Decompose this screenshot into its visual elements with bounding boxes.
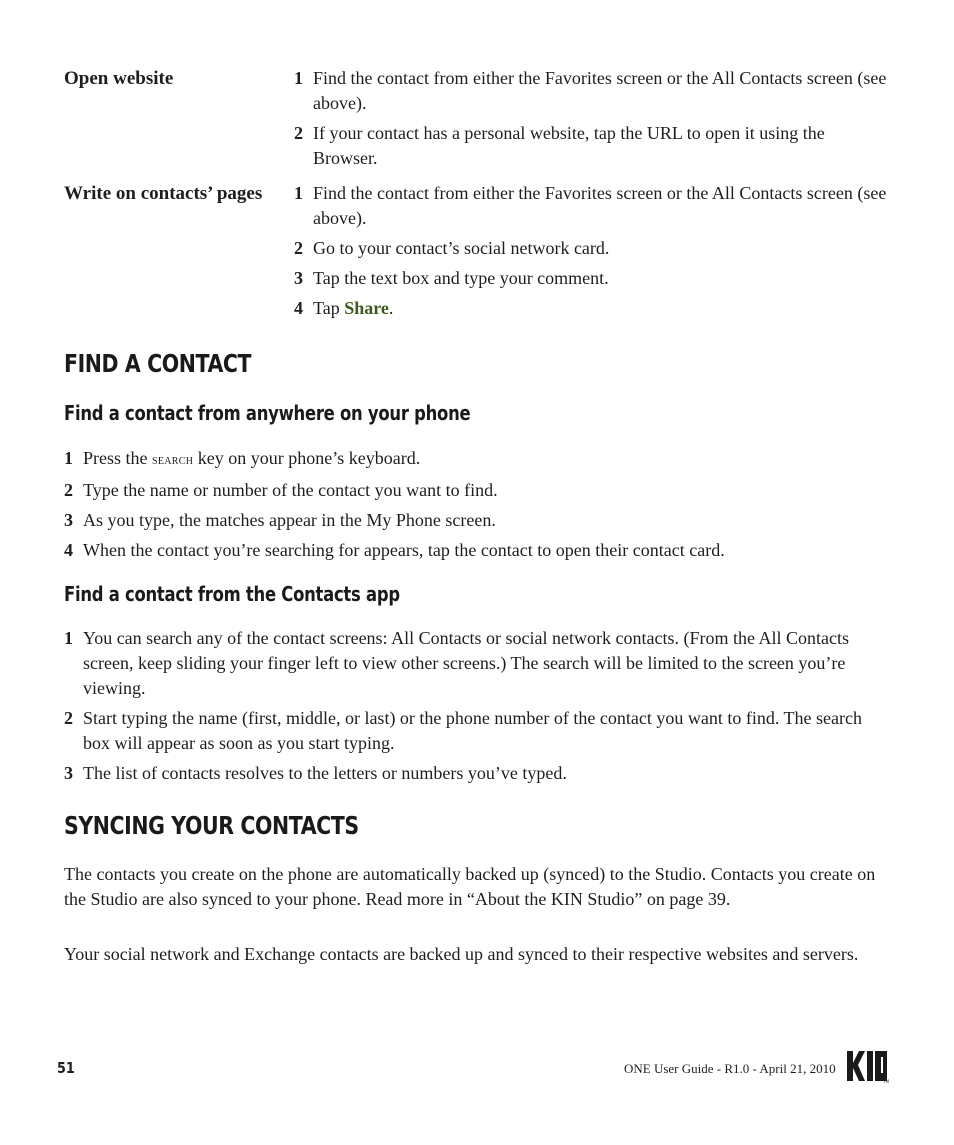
step-number: 4 — [294, 298, 303, 318]
step-item — [64, 758, 890, 788]
kin-logo — [846, 1048, 890, 1084]
task-label: Open website — [64, 68, 174, 89]
step-text: The list of contacts resolves to the letters or numbers you’ve typed. — [83, 763, 567, 783]
step-number: 3 — [64, 763, 73, 783]
task-row-write-on-pages — [64, 178, 890, 323]
step-number: 2 — [294, 123, 303, 143]
step-text: Find the contact from either the Favorites screen or the All Contacts screen (see above). — [313, 183, 887, 228]
share-term: Share — [344, 298, 389, 318]
step-item — [64, 475, 890, 505]
step-item — [294, 63, 890, 118]
step-item — [64, 505, 890, 535]
step-list-anywhere — [64, 443, 890, 565]
step-text-pre: Press the — [83, 448, 152, 468]
step-item — [64, 703, 890, 758]
step-item — [64, 535, 890, 565]
footer-guide-text: ONE User Guide - R1.0 - April 21, 2010 — [624, 1061, 836, 1076]
section-heading-find-contact: FIND A CONTACT — [64, 349, 252, 378]
step-number: 2 — [64, 708, 73, 728]
search-key-label: search — [152, 453, 194, 468]
step-item — [64, 443, 890, 475]
step-text: Go to your contact’s social network card. — [313, 238, 610, 258]
step-number: 3 — [64, 510, 73, 530]
step-item — [294, 233, 890, 263]
step-list — [294, 63, 890, 173]
step-text — [83, 446, 890, 473]
step-number: 1 — [64, 628, 73, 648]
step-number: 4 — [64, 540, 73, 560]
step-item — [294, 263, 890, 293]
syncing-paragraph-2: Your social network and Exchange contacts are backed up and synced to their respective websites and servers. — [64, 944, 859, 964]
step-text-post: . — [388, 298, 394, 318]
step-text: When the contact you’re searching for appears, tap the contact to open their contact card. — [83, 540, 725, 560]
step-number: 2 — [64, 480, 73, 500]
step-text: You can search any of the contact screens: All Contacts or social network contacts. (From the All Contacts screen, keep sliding your finger left to view other screens.) The search will be limited to the screen you’re viewing. — [83, 628, 849, 698]
step-number: 1 — [294, 183, 303, 203]
svg-text:TM: TM — [883, 1079, 889, 1084]
page-number: 51 — [57, 1059, 75, 1077]
step-text: Type the name or number of the contact you want to find. — [83, 480, 498, 500]
step-list — [294, 178, 890, 323]
step-number: 2 — [294, 238, 303, 258]
step-list-contacts-app — [64, 623, 890, 788]
section-heading-syncing: SYNCING YOUR CONTACTS — [64, 811, 359, 840]
step-text-post: key on your phone’s keyboard. — [193, 448, 421, 468]
step-text: As you type, the matches appear in the My Phone screen. — [83, 510, 496, 530]
step-text-pre: Tap — [313, 298, 345, 318]
step-text: If your contact has a personal website, tap the URL to open it using the Browser. — [313, 123, 825, 168]
task-label: Write on contacts’ pages — [64, 183, 263, 204]
subheading-anywhere: Find a contact from anywhere on your phone — [64, 401, 471, 425]
syncing-paragraph-1: The contacts you create on the phone are automatically backed up (synced) to the Studio. Contacts you create on the Studio are also synced to your phone. Read more in “About the KIN Studio” on page 39. — [64, 864, 876, 909]
task-table — [64, 63, 890, 323]
step-number: 3 — [294, 268, 303, 288]
step-text — [313, 296, 890, 321]
step-text: Start typing the name (first, middle, or last) or the phone number of the contact you want to find. The search box will appear as soon as you start typing. — [83, 708, 862, 753]
step-text: Tap the text box and type your comment. — [313, 268, 609, 288]
step-item — [294, 293, 890, 323]
step-text: Find the contact from either the Favorites screen or the All Contacts screen (see above). — [313, 68, 887, 113]
step-number: 1 — [64, 448, 73, 468]
step-number: 1 — [294, 68, 303, 88]
task-row-open-website — [64, 63, 890, 173]
step-item — [294, 178, 890, 233]
subheading-contacts-app: Find a contact from the Contacts app — [64, 582, 400, 606]
step-item — [294, 118, 890, 173]
step-item — [64, 623, 890, 703]
